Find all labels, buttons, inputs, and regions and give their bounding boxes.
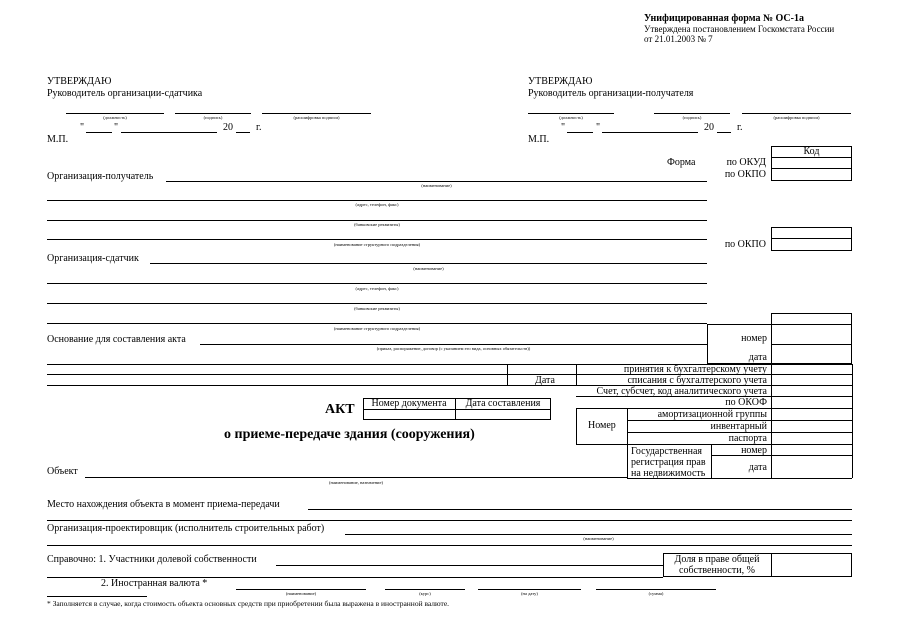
- state-reg-line1: Государственная: [631, 446, 703, 457]
- object-caption: (наименование, назначение): [329, 480, 383, 485]
- doc-number-header: Номер документа: [371, 398, 447, 409]
- receiver-name-line[interactable]: [166, 181, 707, 182]
- currency-name-line[interactable]: [236, 589, 366, 590]
- right-quote-open: ": [561, 122, 566, 133]
- receiver-division-caption: (наименование структурного подразделения): [333, 242, 421, 247]
- footnote: * Заполняется в случае, когда стоимость объекта основных средств при приобретении была выражена в иностранной валюте.: [47, 599, 450, 608]
- receiver-name-caption: (наименование): [421, 183, 452, 188]
- receiver-label: Организация-получатель: [47, 171, 154, 182]
- okof-label: по ОКОФ: [725, 397, 767, 408]
- approval-date: от 21.01.2003 № 7: [644, 34, 713, 44]
- inventory-label: инвентарный: [710, 421, 767, 432]
- left-signature-line[interactable]: [175, 113, 251, 114]
- sender-division-line[interactable]: [47, 323, 707, 324]
- act-subtitle: о приеме-передаче здания (сооружения): [224, 427, 475, 442]
- sender-address-line[interactable]: [47, 283, 707, 284]
- accounting-date-label: Дата: [535, 375, 555, 386]
- share-label-line2: собственности, %: [679, 565, 755, 576]
- okpo-receiver-cell[interactable]: [771, 168, 852, 181]
- okud-label: по ОКУД: [726, 157, 766, 168]
- receiver-bank-line[interactable]: [47, 220, 707, 221]
- basis-date-label: дата: [748, 352, 767, 363]
- left-stamp-place: М.П.: [47, 134, 69, 145]
- left-day-line[interactable]: [86, 132, 112, 133]
- basis-number-label: номер: [741, 333, 767, 344]
- right-decoding-caption: (расшифровка подписи): [773, 115, 820, 120]
- object-line[interactable]: [85, 477, 627, 478]
- right-year-line[interactable]: [717, 132, 731, 133]
- right-quote-close: ": [596, 122, 601, 133]
- location-label: Место нахождения объекта в момент приема-передачи: [47, 499, 280, 510]
- accounting-number-label: Номер: [588, 420, 616, 431]
- participants-line[interactable]: [276, 565, 663, 566]
- share-label-line1: Доля в праве общей: [674, 554, 760, 565]
- left-signature-caption: (подпись): [203, 115, 223, 120]
- right-position-line[interactable]: [528, 113, 614, 114]
- sender-division-caption: (наименование структурного подразделения): [333, 326, 421, 331]
- form-name: Унифицированная форма № ОС-1а: [644, 13, 804, 24]
- doc-date-header: Дата составления: [465, 398, 541, 409]
- object-label: Объект: [47, 466, 78, 477]
- right-signature-caption: (подпись): [682, 115, 702, 120]
- designer-caption: (наименование): [583, 536, 614, 541]
- approve-left-title: УТВЕРЖДАЮ: [47, 76, 112, 87]
- approve-left-subtitle: Руководитель организации-сдатчика: [47, 88, 203, 99]
- state-reg-line3: на недвижимость: [631, 468, 706, 479]
- right-year-suffix: г.: [737, 122, 743, 133]
- basis-line[interactable]: [200, 344, 707, 345]
- basis-caption: (приказ, распоряжение, договор (с указанием его вида, основных обязательств)): [376, 346, 531, 351]
- right-stamp-place: М.П.: [528, 134, 550, 145]
- reference-line2: 2. Иностранная валюта *: [101, 578, 208, 589]
- approve-right-subtitle: Руководитель организации-получателя: [528, 88, 694, 99]
- right-day-line[interactable]: [567, 132, 593, 133]
- left-year-line[interactable]: [236, 132, 250, 133]
- right-year-prefix: 20: [704, 122, 714, 133]
- receiver-bank-caption: (банковские реквизиты): [354, 222, 400, 227]
- left-year-prefix: 20: [223, 122, 233, 133]
- receiver-address-line[interactable]: [47, 200, 707, 201]
- sender-name-caption: (наименование): [413, 266, 444, 271]
- left-quote-close: ": [114, 122, 119, 133]
- sender-bank-line[interactable]: [47, 303, 707, 304]
- okpo-sender-label: по ОКПО: [724, 239, 766, 250]
- receiver-division-line[interactable]: [47, 239, 707, 240]
- reg-number-label: номер: [741, 445, 767, 456]
- currency-date-caption: (на дату): [521, 591, 538, 596]
- left-decoding-line[interactable]: [262, 113, 371, 114]
- okpo-sender-cell[interactable]: [771, 238, 852, 251]
- account-label: Счет, субсчет, код аналитического учета: [596, 386, 767, 397]
- currency-sum-caption: (сумма): [648, 591, 664, 596]
- right-decoding-line[interactable]: [742, 113, 851, 114]
- sender-address-caption: (адрес, телефон, факс): [355, 286, 399, 291]
- designer-line-2[interactable]: [47, 545, 852, 546]
- currency-date-line[interactable]: [478, 589, 581, 590]
- right-signature-line[interactable]: [654, 113, 730, 114]
- reg-date-label: дата: [748, 462, 767, 473]
- location-line[interactable]: [308, 509, 852, 510]
- act-title: АКТ: [325, 402, 355, 417]
- currency-sum-line[interactable]: [596, 589, 716, 590]
- accepted-label: принятия к бухгалтерскому учету: [623, 364, 767, 375]
- depreciation-label: амортизационной группы: [657, 409, 767, 420]
- state-reg-line2: регистрация прав: [631, 457, 706, 468]
- left-position-line[interactable]: [66, 113, 164, 114]
- currency-name-caption: (наименование): [285, 591, 317, 596]
- reference-line1: Справочно: 1. Участники долевой собственности: [47, 554, 257, 565]
- written-off-label: списания с бухгалтерского учета: [627, 375, 767, 386]
- left-month-line[interactable]: [121, 132, 217, 133]
- left-quote-open: ": [80, 122, 85, 133]
- designer-label: Организация-проектировщик (исполнитель строительных работ): [47, 523, 325, 534]
- designer-line[interactable]: [345, 534, 852, 535]
- left-decoding-caption: (расшифровка подписи): [293, 115, 340, 120]
- sender-bank-caption: (банковские реквизиты): [354, 306, 400, 311]
- okpo-receiver-label: по ОКПО: [724, 169, 766, 180]
- passport-label: паспорта: [728, 433, 767, 444]
- basis-label: Основание для составления акта: [47, 334, 186, 345]
- currency-rate-line[interactable]: [385, 589, 465, 590]
- sender-label: Организация-сдатчик: [47, 253, 139, 264]
- sender-name-line[interactable]: [150, 263, 707, 264]
- right-position-caption: (должность): [559, 115, 583, 120]
- location-line-2[interactable]: [47, 520, 852, 521]
- approval-note: Утверждена постановлением Госкомстата России: [644, 24, 835, 34]
- left-year-suffix: г.: [256, 122, 262, 133]
- right-month-line[interactable]: [602, 132, 698, 133]
- currency-rate-caption: (курс): [419, 591, 431, 596]
- receiver-address-caption: (адрес, телефон, факс): [355, 202, 399, 207]
- left-position-caption: (должность): [103, 115, 127, 120]
- approve-right-title: УТВЕРЖДАЮ: [528, 76, 593, 87]
- code-header: Код: [803, 146, 820, 157]
- form-label: Форма: [667, 157, 696, 168]
